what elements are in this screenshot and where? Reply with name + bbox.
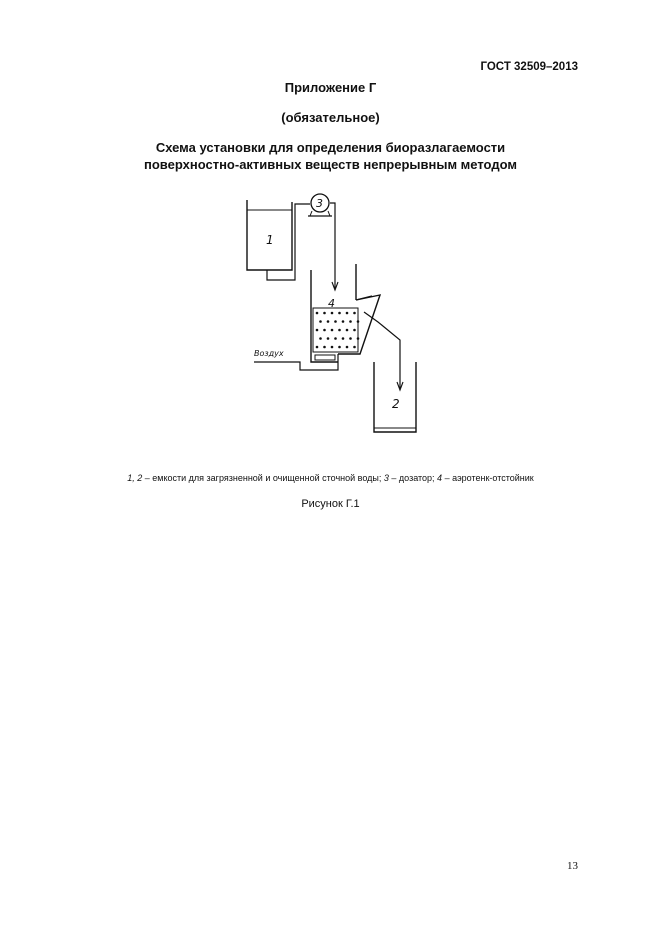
settler-outlet bbox=[364, 312, 400, 388]
sludge-dot bbox=[349, 337, 352, 340]
sludge-dot bbox=[319, 320, 322, 323]
sludge-dot bbox=[316, 329, 319, 332]
doser-label: 3 bbox=[316, 197, 323, 210]
installation-diagram bbox=[240, 192, 430, 442]
sludge-dot bbox=[316, 312, 319, 315]
scheme-title-line-1: Схема установки для определения биоразлагаемости bbox=[155, 140, 506, 155]
tank-2-label: 2 bbox=[392, 397, 400, 411]
annex-status: (обязательное) bbox=[281, 110, 380, 125]
sludge-dot bbox=[334, 337, 337, 340]
sludge-dot bbox=[323, 312, 326, 315]
sludge-dot bbox=[338, 312, 341, 315]
legend-number-3: 3 bbox=[383, 473, 389, 483]
figure-caption: Рисунок Г.1 bbox=[301, 498, 360, 510]
scheme-title-line-2: поверхностно-активных веществ непрерывным методом bbox=[144, 157, 517, 172]
legend-text-3: – дозатор; bbox=[388, 473, 438, 483]
aerotank-fill bbox=[313, 308, 358, 352]
tank-1-label: 1 bbox=[266, 233, 274, 247]
scheme-title bbox=[0, 139, 661, 173]
sludge-dot bbox=[357, 320, 360, 323]
sludge-dot bbox=[327, 337, 330, 340]
sludge-dot bbox=[316, 346, 319, 349]
aerotank-label: 4 bbox=[328, 297, 335, 310]
sludge-dot bbox=[323, 346, 326, 349]
sludge-dot bbox=[342, 337, 345, 340]
legend-number-4: 4 bbox=[437, 473, 443, 483]
legend-text-4: – аэротенк-отстойник bbox=[442, 473, 534, 483]
sludge-dot bbox=[357, 337, 360, 340]
sludge-dot bbox=[349, 320, 352, 323]
figure-legend bbox=[0, 473, 661, 483]
air-label: Воздух bbox=[254, 349, 284, 358]
sludge-dot bbox=[327, 320, 330, 323]
page-number: 13 bbox=[567, 860, 578, 872]
sludge-dot bbox=[319, 337, 322, 340]
legend-numbers-1-2: 1, 2 bbox=[127, 473, 143, 483]
sludge-dot bbox=[334, 320, 337, 323]
legend-text-1-2: – емкости для загрязненной и очищенной сточной воды; bbox=[142, 473, 384, 483]
sludge-dot bbox=[342, 320, 345, 323]
sludge-dot bbox=[353, 312, 356, 315]
sludge-dot bbox=[353, 346, 356, 349]
sludge-dot bbox=[346, 346, 349, 349]
sludge-dot bbox=[331, 329, 334, 332]
sludge-dot bbox=[338, 346, 341, 349]
document-standard-number: ГОСТ 32509–2013 bbox=[480, 61, 578, 73]
sludge-dot bbox=[338, 329, 341, 332]
annex-title: Приложение Г bbox=[284, 80, 377, 95]
sludge-dot bbox=[331, 312, 334, 315]
sludge-dot bbox=[331, 346, 334, 349]
sludge-dot bbox=[323, 329, 326, 332]
sludge-dot bbox=[353, 329, 356, 332]
air-diffuser bbox=[315, 355, 335, 360]
sludge-dot bbox=[346, 312, 349, 315]
sludge-dot bbox=[346, 329, 349, 332]
